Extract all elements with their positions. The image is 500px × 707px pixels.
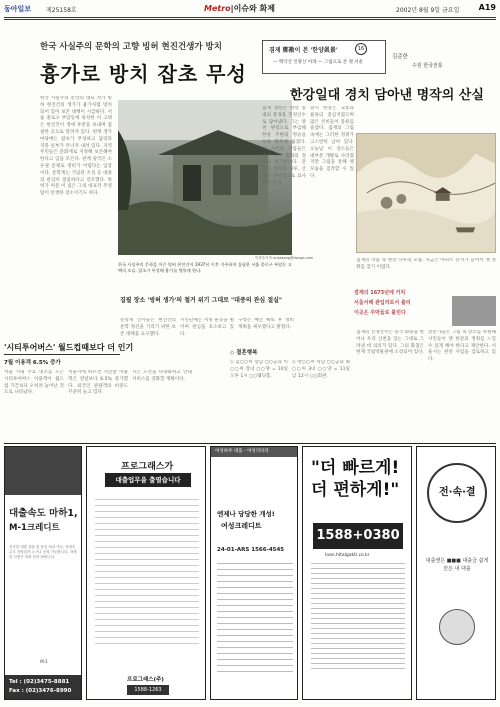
paper-name: 동아일보 bbox=[4, 5, 32, 13]
ad-contact bbox=[5, 675, 81, 699]
ad-progress[interactable] bbox=[86, 446, 206, 700]
section-subhead: 7월 이용객 6.5% 증가 bbox=[4, 360, 61, 366]
ad-url: loan.hitalgakti.co.kr bbox=[325, 553, 370, 558]
ad-phone: 24-01-ARS 1566-4545 bbox=[217, 547, 285, 553]
masthead-rule bbox=[4, 17, 496, 18]
ad-headline-2: 여성크레디트 bbox=[221, 522, 262, 530]
body-text-column: 겸재의 진경산수는 중국 화풍을 벗어나 우리 산천을 있는 그대로 그려낸 데 의의가 있다. 그의 화첩은 현재 국립박물관에 소장되어 있다. bbox=[356, 330, 424, 356]
ad-company: 프로그래스(주) bbox=[127, 677, 164, 683]
ad-stamp bbox=[439, 609, 475, 645]
section-brand: Metro bbox=[204, 4, 231, 13]
section-name: |이슈와 화제 bbox=[230, 4, 276, 13]
ad-tagline: 대출앤은 ■■■ 대출금 쉽게 만든 내 대출 bbox=[425, 558, 489, 572]
ad-faster-easier[interactable] bbox=[302, 446, 412, 700]
ad-phone: 1588+0380 bbox=[313, 523, 403, 549]
column-author: 김준한 bbox=[392, 54, 408, 60]
ad-body-text bbox=[217, 563, 293, 673]
body-text-column: 서울 시내 주요 명소를 도는 시티투어버스 이용객이 월드컵 기간보다 오히려 늘어난 것으로 나타났다. bbox=[4, 370, 64, 396]
issue-number: 제25158호 bbox=[46, 7, 77, 14]
ad-fineprint: 신속한 대출 상담 및 당일 처리 가능. 직장인 주부 자영업자 누구나 신청 가능합니다. 자세한 사항은 전화 문의 바랍니다. bbox=[9, 545, 77, 559]
column-series-title: 겸재 鄭敾이 본 '한양眞景' bbox=[269, 47, 338, 54]
landscape-painting bbox=[356, 133, 496, 253]
body-text-column: 당시 한강은 교통과 물류의 중심지였으며 많은 선비들이 풍류를 즐겼다. 겸재의 그림 속에는 그러한 정취가 고스란히 남아 있다. 오늘날 이 장소들은 대부분 개발로 사라졌지만 그림을 통해 옛 모습을 짐작할 수 있다. bbox=[310, 106, 354, 179]
body-text-column: 겸재 정선은 한강 일대의 풍경을 진경산수로 담아냈다. 그는 양천 현령으로 부임해 한강 주변의 명승을 두루 화폭에 옮겼다. 이 시기의 작품들은 조선 후기 회화의 정수로 평가받는다. 강가의 정자와 나루, 산세가 사실적으로 묘사되어 있다. bbox=[262, 106, 306, 186]
body-text-column: 시민단체는 서명 운동을 벌이며 관심을 호소하고 있다. bbox=[180, 318, 234, 337]
painting-caption bbox=[354, 288, 446, 328]
series-number-badge: 16 bbox=[355, 43, 367, 55]
ad-logo: M-1 bbox=[40, 659, 48, 664]
ad-headline-2: M-1크레디트 bbox=[9, 523, 60, 533]
painting-illustration bbox=[357, 134, 495, 252]
small-photo bbox=[452, 296, 496, 326]
ads-divider bbox=[4, 443, 496, 444]
painting-caption-line: 서울서해 관입리로서 출리 bbox=[354, 300, 411, 306]
ad-headline-2: 더 편하게!" bbox=[311, 480, 400, 500]
ad-banner: 대출업무을 출열습니다 bbox=[105, 473, 191, 487]
ad-body-text bbox=[311, 563, 405, 671]
masthead-rule-2 bbox=[4, 19, 496, 20]
photo-credit: 이종승기자 urisesang@donga.com bbox=[255, 256, 314, 260]
ad-banner-image bbox=[5, 447, 81, 495]
ad-womens-credit[interactable] bbox=[210, 446, 298, 700]
body-text-column: 전문가들은 그림 속 장소를 복원해 시민들이 옛 한강의 정취를 느낄 수 있게 해야 한다고 제안한다. 서울시는 관련 사업을 검토하고 있다. bbox=[428, 330, 496, 363]
page-number: A19 bbox=[478, 3, 496, 12]
section-title bbox=[204, 3, 275, 14]
issue-date: 2002년 8월 9일 금요일 bbox=[396, 7, 460, 14]
ad-headline: 엔제나 당당한 개성! bbox=[217, 510, 275, 518]
ad-headline: "더 빠르게! bbox=[311, 458, 400, 478]
body-text-column: ◇ 김○○씨 장남 ○○군과 이○○씨 장녀 ○○양 = 10일 오후 1시 ○○웨딩홀. bbox=[230, 360, 288, 379]
body-text-column: 겸재의 작품 속 한강 나루의 모습. 지금은 아파트 단지가 들어서 옛 정취를 찾기 어렵다. bbox=[356, 258, 496, 270]
ad-phone: Tel : (02)3475-8881 bbox=[9, 679, 70, 685]
ad-brand: 전·속·결 bbox=[439, 487, 476, 498]
column-series-subtitle: — 백악산 인왕산 아래 — 그림으로 본 옛 서울 bbox=[273, 60, 363, 65]
painting-caption-line: 이곳은 주막들로 불린다 bbox=[354, 310, 406, 316]
body-text-column: 한국 사실주의 문학의 대표 작가 빙허 현진건의 생가가 흉가처럼 방치되어 있어 보존 대책이 시급하다. 서울 종로구 부암동에 위치한 이 고택은 현진건이 생애 후반을 보내며 집필한 곳으로 알려져 있다. 현재 생가 마당에는 잡초가 무성하고 담장과 지붕 일부가 무너져 내려 있다. 지역 주민들은 문화재로 지정해 보존해야 한다고 입을 모은다. 관계 당국은 소유권 문제로 정비가 어렵다는 입장이다. 문학계는 기념관 조성 등 대중의 관심이 절실하다고 강조했다. 빙허가 머문 이 집은 그의 대표작 무영탑이 탄생한 장소이기도 하다. bbox=[40, 96, 112, 197]
ad-top-strip: 여성하루 대출 - 여성리바라 bbox=[211, 447, 297, 457]
section-heading: '시티투어버스' 월드컵때보다 더 인기 bbox=[4, 343, 134, 352]
body-text-column: 문학계 인사들은 현진건의 문학 정신을 기리기 위한 보존 대책을 요구했다. bbox=[120, 318, 176, 337]
ad-rate-table bbox=[95, 499, 199, 649]
body-text-column: 시는 노선을 다양화하고 안내 서비스를 강화할 계획이다. bbox=[132, 370, 192, 382]
story-headline: 흉가로 방치 잡초 무성 bbox=[40, 62, 247, 86]
masthead bbox=[4, 2, 496, 16]
body-text-column: 서울시에 따르면 지난달 이용객은 전달보다 6.5% 증가했다. 외국인 관광객의 비중도 꾸준히 늘고 있다. bbox=[68, 370, 128, 396]
ad-headline: 대출속도 마하1, bbox=[9, 508, 78, 519]
story-subhead: 집필 장소 '빙허 생가'의 철거 위기 그대로 "대중의 관심 절실" bbox=[120, 297, 283, 304]
section-rule bbox=[4, 354, 120, 355]
photo-caption: 한국 사실주의 문학을 이끈 빙허 현진건이 1937년 이후 거주하며 집필한 서울 종로구 부암동 고택의 모습. 잡초가 무성해 흉가를 방불케 한다. bbox=[118, 262, 292, 273]
ad-phone: 1588-1263 bbox=[127, 685, 169, 695]
ad-quick-loan[interactable] bbox=[416, 446, 496, 700]
announcement-heading: ◇ 결혼행복 bbox=[230, 350, 258, 356]
painting-caption-line: 겸재의 1673년에 거처 bbox=[354, 290, 406, 296]
ad-m1-credit[interactable] bbox=[4, 446, 82, 700]
body-text-column: 구청은 예산 확보 후 정비 계획을 세우겠다고 밝혔다. bbox=[238, 318, 294, 330]
ad-headline: 프로그래스가 bbox=[121, 462, 174, 472]
column-author-affiliation: 수원 한국전통 bbox=[412, 63, 443, 69]
ad-fax: Fax : (02)3476-8990 bbox=[9, 688, 72, 694]
column-headline: 한강일대 경치 담아낸 명작의 산실 bbox=[290, 88, 484, 103]
column-series-box bbox=[262, 40, 386, 74]
story-kicker: 한국 사실주의 문학의 고향 빙허 현진건생가 방치 bbox=[40, 42, 222, 52]
body-text-column: ◇ 박○○씨 차남 ○○군과 최○○씨 3녀 ○○양 = 11일 낮 12시 ○○회관. bbox=[292, 360, 350, 379]
